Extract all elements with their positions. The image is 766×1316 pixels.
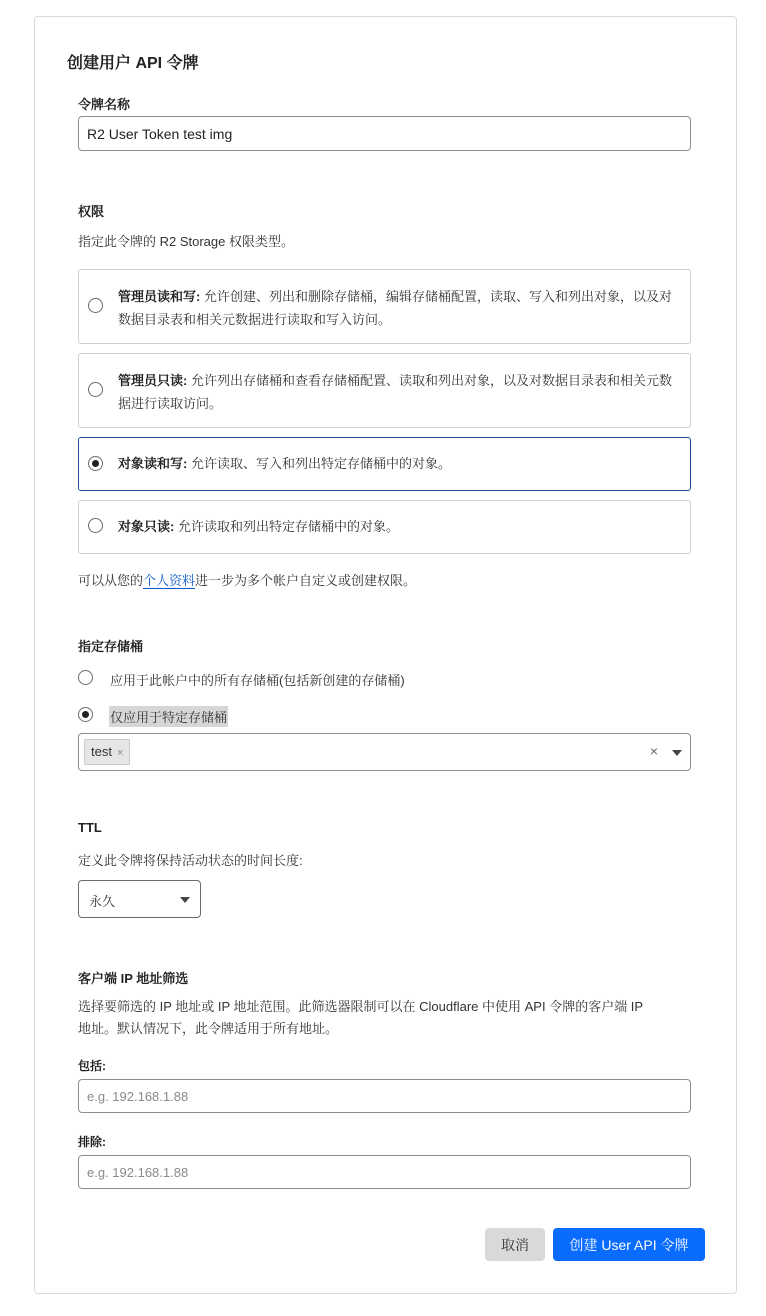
permission-text xyxy=(118,369,680,415)
bucket-option-specific-label: 仅应用于特定存储桶 xyxy=(109,706,228,727)
bucket-option-all[interactable] xyxy=(78,669,678,689)
permission-text xyxy=(118,285,680,331)
include-label: 包括: xyxy=(78,1059,106,1073)
exclude-label: 排除: xyxy=(78,1135,106,1149)
permissions-description: 指定此令牌的 R2 Storage 权限类型。 xyxy=(78,234,294,249)
ttl-select[interactable] xyxy=(78,880,201,918)
bucket-option-all-label: 应用于此帐户中的所有存储桶(包括新创建的存储桶) xyxy=(110,673,405,688)
ip-filter-description-line2: 地址。默认情况下，此令牌适用于所有地址。 xyxy=(78,1021,339,1036)
permission-detail: 允许读取和列出特定存储桶中的对象。 xyxy=(174,519,399,534)
ip-filter-description xyxy=(78,996,693,1040)
permission-title: 对象只读: xyxy=(118,519,175,534)
permissions-note xyxy=(78,570,416,589)
token-name-input[interactable] xyxy=(78,116,691,151)
bucket-multi-select[interactable] xyxy=(78,733,691,771)
permission-option-object-read-write[interactable] xyxy=(78,437,691,491)
permission-detail: 允许列出存储桶和查看存储桶配置、读取和列出对象，以及对数据目录表和相关元数据进行读取访问。 xyxy=(118,373,672,411)
ttl-description: 定义此令牌将保持活动状态的时间长度: xyxy=(78,853,303,868)
bucket-option-specific[interactable] xyxy=(78,706,678,726)
note-suffix: 进一步为多个帐户自定义或创建权限。 xyxy=(195,573,417,588)
ip-filter-label: 客户端 IP 地址筛选 xyxy=(78,971,189,986)
permission-title: 管理员只读: xyxy=(118,373,188,388)
permission-detail: 允许读取、写入和列出特定存储桶中的对象。 xyxy=(187,456,451,471)
include-ip-input[interactable] xyxy=(78,1079,691,1113)
bucket-tag xyxy=(84,739,130,765)
token-name-label: 令牌名称 xyxy=(78,97,131,112)
radio-object-read-only[interactable] xyxy=(88,518,103,533)
clear-icon[interactable]: × xyxy=(649,743,658,759)
buckets-label: 指定存储桶 xyxy=(78,639,144,654)
permission-option-object-read-only[interactable] xyxy=(78,500,691,554)
create-token-button[interactable]: 创建 User API 令牌 xyxy=(553,1228,705,1261)
page-title: 创建用户 API 令牌 xyxy=(67,55,199,72)
cancel-button[interactable]: 取消 xyxy=(485,1228,545,1261)
chevron-down-icon[interactable] xyxy=(180,897,190,903)
permission-option-admin-read-only[interactable] xyxy=(78,353,691,428)
ip-filter-description-line1: 选择要筛选的 IP 地址或 IP 地址范围。此筛选器限制可以在 Cloudflare 中使用 API 令牌的客户端 IP xyxy=(78,999,644,1014)
bucket-tag-label: test xyxy=(91,744,112,759)
permission-title: 管理员读和写: xyxy=(118,289,201,304)
permission-title: 对象读和写: xyxy=(118,456,188,471)
radio-admin-read-write[interactable] xyxy=(88,298,103,313)
radio-bucket-all[interactable] xyxy=(78,670,93,685)
note-prefix: 可以从您的 xyxy=(78,573,144,588)
ttl-label: TTL xyxy=(78,820,102,835)
permissions-label: 权限 xyxy=(78,204,105,219)
exclude-ip-input[interactable] xyxy=(78,1155,691,1189)
chevron-down-icon[interactable] xyxy=(672,750,682,756)
profile-link[interactable]: 个人资料 xyxy=(143,573,196,588)
tag-remove-icon[interactable]: × xyxy=(116,747,124,759)
radio-admin-read-only[interactable] xyxy=(88,382,103,397)
radio-object-read-write[interactable] xyxy=(88,456,103,471)
permission-option-admin-read-write[interactable] xyxy=(78,269,691,344)
permission-detail: 允许创建、列出和删除存储桶，编辑存储桶配置，读取、写入和列出对象，以及对数据目录表和相关元数据进行读取和写入访问。 xyxy=(118,289,672,327)
create-token-card xyxy=(34,16,737,1294)
permission-text xyxy=(118,452,680,475)
radio-bucket-specific[interactable] xyxy=(78,707,93,722)
permission-text xyxy=(118,515,680,538)
ttl-selected-value: 永久 xyxy=(89,894,116,909)
